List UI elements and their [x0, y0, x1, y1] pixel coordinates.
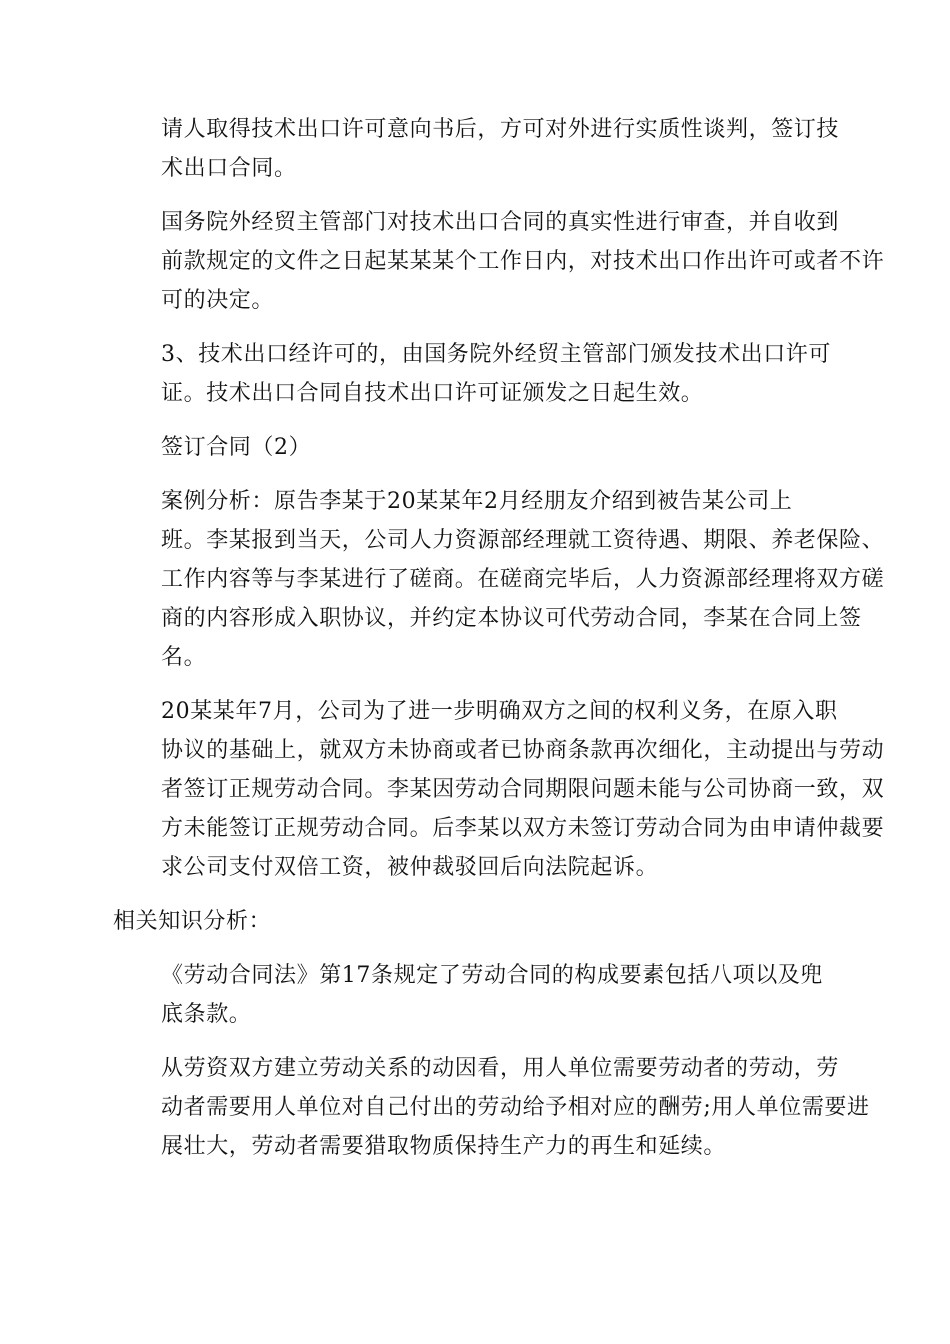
text-line: 方未能签订正规劳动合同。后李某以双方未签订劳动合同为由申请仲裁要	[161, 816, 885, 841]
text-line: 术出口合同。	[161, 156, 297, 181]
document-body	[113, 110, 885, 1166]
text-line: 相关知识分析：	[113, 909, 272, 934]
paragraph-license-issuance	[113, 335, 837, 413]
paragraph-labor-law	[113, 956, 837, 1034]
text-line: 国务院外经贸主管部门对技术出口合同的真实性进行审查，并自收到	[161, 210, 840, 235]
text-line: 签订合同（2）	[161, 435, 312, 460]
text-line: 商的内容形成入职协议，并约定本协议可代劳动合同，李某在合同上签	[161, 606, 862, 631]
text-line: 工作内容等与李某进行了磋商。在磋商完毕后，人力资源部经理将双方磋	[161, 567, 885, 592]
text-line: 者签订正规劳动合同。李某因劳动合同期限问题未能与公司协商一致，双	[161, 777, 885, 802]
text-line: 20某某年7月，公司为了进一步明确双方之间的权利义务，在原入职	[161, 699, 838, 724]
text-line: 案例分析：原告李某于20某某年2月经朋友介绍到被告某公司上	[161, 489, 793, 514]
paragraph-labor-relations	[113, 1049, 870, 1166]
text-line: 协议的基础上，就双方未协商或者已协商条款再次细化，主动提出与劳动	[161, 738, 885, 763]
text-line: 底条款。	[161, 1002, 252, 1027]
paragraph-case-analysis	[113, 482, 885, 677]
section-heading	[113, 428, 837, 467]
text-line: 动者需要用人单位对自己付出的劳动给予相对应的酬劳;用人单位需要进	[161, 1095, 870, 1120]
text-line: 展壮大，劳动者需要猎取物质保持生产力的再生和延续。	[161, 1134, 727, 1159]
text-line: 可的决定。	[161, 288, 275, 313]
text-line: 前款规定的文件之日起某某某个工作日内，对技术出口作出许可或者不许	[161, 249, 885, 274]
text-line: 《劳动合同法》第17条规定了劳动合同的构成要素包括八项以及兜	[161, 963, 823, 988]
paragraph-case-continued	[113, 692, 885, 887]
text-line: 求公司支付双倍工资，被仲裁驳回后向法院起诉。	[161, 855, 659, 880]
knowledge-heading	[113, 902, 837, 941]
text-line: 名。	[161, 645, 207, 670]
text-line: 班。李某报到当天，公司人力资源部经理就工资待遇、期限、养老保险、	[161, 528, 885, 553]
text-line: 从劳资双方建立劳动关系的动因看，用人单位需要劳动者的劳动，劳	[161, 1056, 840, 1081]
text-line: 证。技术出口合同自技术出口许可证颁发之日起生效。	[161, 381, 704, 406]
text-line: 请人取得技术出口许可意向书后，方可对外进行实质性谈判，签订技	[161, 117, 840, 142]
paragraph-review	[113, 203, 885, 320]
text-line: 3、技术出口经许可的，由国务院外经贸主管部门颁发技术出口许可	[161, 342, 831, 367]
paragraph-export-negotiation	[113, 110, 840, 188]
